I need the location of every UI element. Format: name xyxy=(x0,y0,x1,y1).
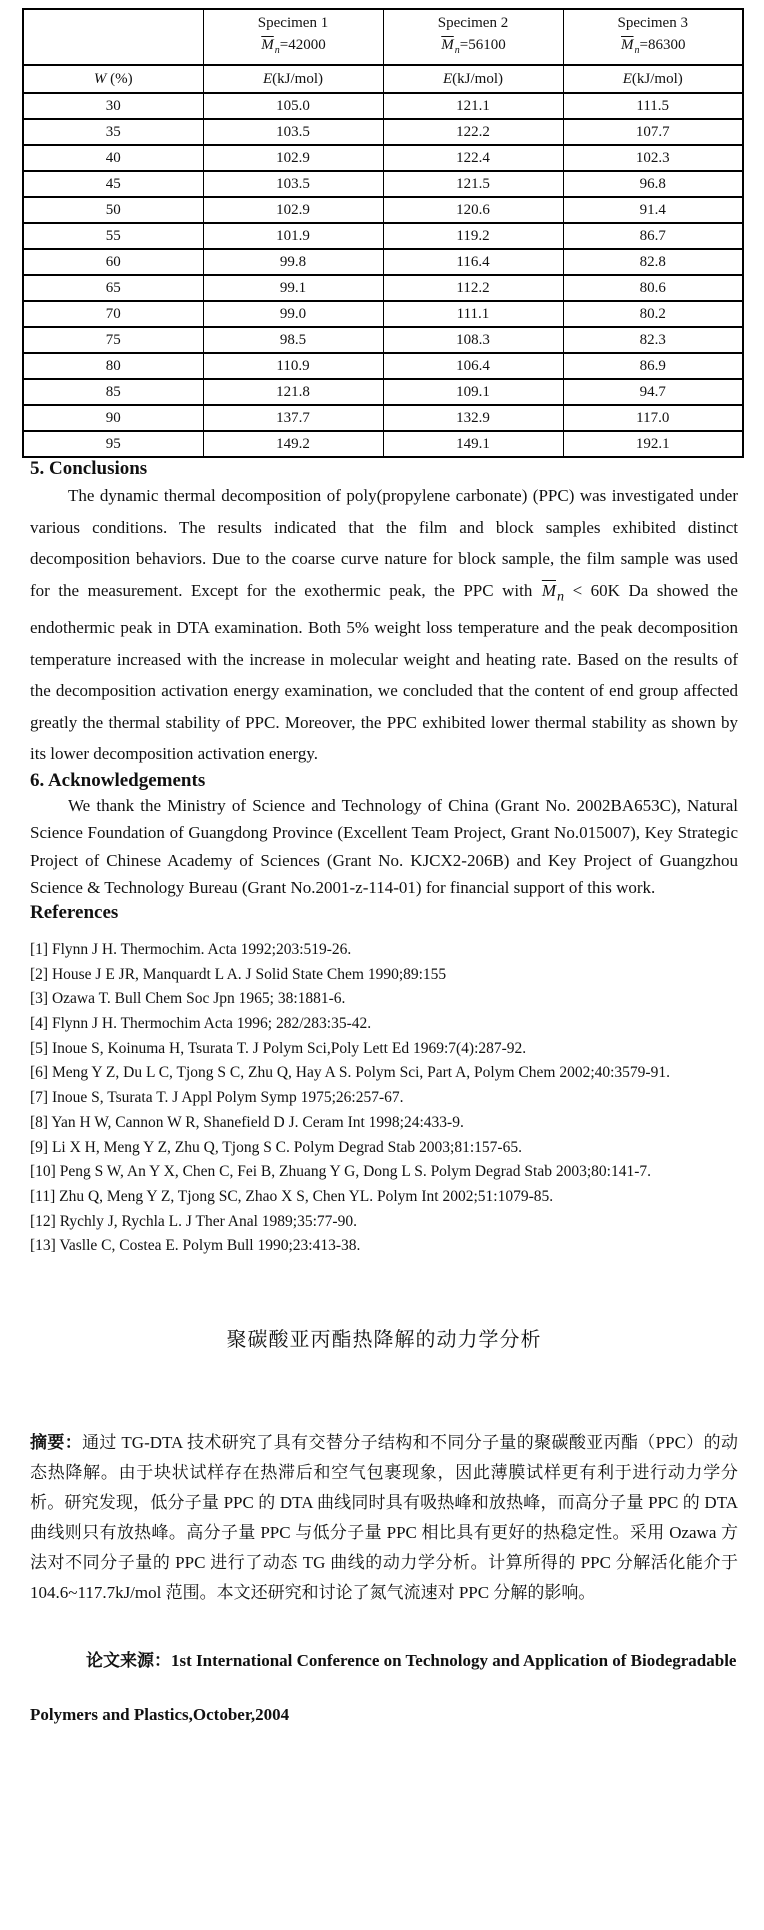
table-cell: 149.1 xyxy=(383,431,563,457)
table-cell: 107.7 xyxy=(563,119,743,145)
table-cell: 122.4 xyxy=(383,145,563,171)
specimen-2-mn xyxy=(384,34,563,62)
table-cell: 121.8 xyxy=(203,379,383,405)
mn-subscript: n xyxy=(634,45,640,56)
table-body xyxy=(23,93,743,457)
table-cell: 121.5 xyxy=(383,171,563,197)
table-row xyxy=(23,275,743,301)
table-row xyxy=(23,93,743,119)
mn-value: =86300 xyxy=(639,37,686,53)
chinese-title: 聚碳酸亚丙酯热降解的动力学分析 xyxy=(226,1329,542,1352)
conclusions-text-before: The dynamic thermal decomposition of poly(propylene carbonate) (PPC) was investigated under various conditions. The results indicated that the film and block samples exhibited distinct decomposition behaviors. Due to the coarse curve nature for block sample, the film sample was used for the measurement. Except for the exothermic peak, the PPC with xyxy=(30,486,738,600)
table-cell: 110.9 xyxy=(203,353,383,379)
mn-value: =42000 xyxy=(279,37,326,53)
reference-item: [1] Flynn J H. Thermochim. Acta 1992;203:519-26. xyxy=(30,940,352,958)
mn-symbol: $\overline{M}$ xyxy=(621,37,634,53)
source-label: 论文来源： xyxy=(86,1651,171,1671)
specimen-3-mn xyxy=(564,34,743,62)
table-cell: 99.1 xyxy=(203,275,383,301)
reference-item: [12] Rychly J, Rychla L. J Ther Anal 1989;35:77-90. xyxy=(30,1212,357,1230)
reference-item: [11] Zhu Q, Meng Y Z, Tjong SC, Zhao X S, Chen YL. Polym Int 2002;51:1079-85. xyxy=(30,1187,554,1205)
table-row xyxy=(23,405,743,431)
w-symbol: W xyxy=(93,70,107,87)
table-cell: 106.4 xyxy=(383,353,563,379)
table-cell: 103.5 xyxy=(203,119,383,145)
table-cell: 75 xyxy=(23,327,203,353)
references-list xyxy=(30,938,738,1259)
table-cell: 95 xyxy=(23,431,203,457)
references-heading: References xyxy=(30,901,119,923)
table-row xyxy=(23,379,743,405)
specimen-1-name: Specimen 1 xyxy=(257,15,329,31)
table-cell: 70 xyxy=(23,301,203,327)
table-cell: 102.9 xyxy=(203,197,383,223)
table-cell: 137.7 xyxy=(203,405,383,431)
corner-cell xyxy=(23,9,203,65)
table-cell: 86.9 xyxy=(563,353,743,379)
table-cell: 105.0 xyxy=(203,93,383,119)
table-cell: 112.2 xyxy=(383,275,563,301)
specimen-2-header xyxy=(383,9,563,65)
table-cell: 65 xyxy=(23,275,203,301)
specimen-1-header xyxy=(203,9,383,65)
e-symbol: E xyxy=(622,70,632,87)
reference-item: [5] Inoue S, Koinuma H, Tsurata T. J Polym Sci,Poly Lett Ed 1969:7(4):287-92. xyxy=(30,1039,527,1057)
reference-item: [7] Inoue S, Tsurata T. J Appl Polym Symp 1975;26:257-67. xyxy=(30,1089,404,1107)
source-text: 1st International Conference on Technology and Application of Biodegradable Polymers and Plastics,October,2004 xyxy=(30,1651,737,1725)
e-header-3 xyxy=(563,65,743,93)
e-symbol: E xyxy=(442,70,453,87)
reference-item: [6] Meng Y Z, Du L C, Tjong S C, Zhu Q, Hay A S. Polym Sci, Part A, Polym Chem 2002;40:3579-91. xyxy=(30,1064,670,1082)
table-cell: 86.7 xyxy=(563,223,743,249)
table-cell: 122.2 xyxy=(383,119,563,145)
table-cell: 149.2 xyxy=(203,431,383,457)
table-cell: 80.2 xyxy=(563,301,743,327)
table-row xyxy=(23,353,743,379)
table-cell: 30 xyxy=(23,93,203,119)
table-cell: 96.8 xyxy=(563,171,743,197)
table-cell: 111.5 xyxy=(563,93,743,119)
table-cell: 45 xyxy=(23,171,203,197)
abstract-text: 通过 TG-DTA 技术研究了具有交替分子结构和不同分子量的聚碳酸亚丙酯（PPC）的动态热降解。由于块状试样存在热滞后和空气包裹现象，因此薄膜试样更有利于进行动力学分析。研究发现，低分子量 PPC 的 DTA 曲线同时具有吸热峰和放热峰，而高分子量 PPC 的 DTA 曲线则只有放热峰。高分子量 PPC 与低分子量 PPC 相比具有更好的热稳定性。采用 Ozawa 方法对不同分子量的 PPC 进行了动态 TG 曲线的动力学分析。计算所得的 PPC 分解活化能介于 104.6~117.7kJ/mol 范围。本文还研究和讨论了氮气流速对 PPC 分解的影响。 xyxy=(30,1433,738,1603)
abstract-label: 摘要： xyxy=(30,1433,83,1453)
reference-item: [2] House J E JR, Manquardt L A. J Solid State Chem 1990;89:155 xyxy=(30,965,447,983)
table-cell: 121.1 xyxy=(383,93,563,119)
table-cell: 80 xyxy=(23,353,203,379)
table-cell: 91.4 xyxy=(563,197,743,223)
table-cell: 85 xyxy=(23,379,203,405)
table-cell: 35 xyxy=(23,119,203,145)
w-units: (%) xyxy=(106,70,133,87)
table-cell: 60 xyxy=(23,249,203,275)
table-row xyxy=(23,249,743,275)
mn-subscript: n xyxy=(274,45,280,56)
table-cell: 82.3 xyxy=(563,327,743,353)
table-cell: 116.4 xyxy=(383,249,563,275)
specimen-2-name: Specimen 2 xyxy=(437,15,509,31)
activation-energy-table xyxy=(22,8,744,458)
table-cell: 82.8 xyxy=(563,249,743,275)
table-cell: 102.3 xyxy=(563,145,743,171)
w-percent-header xyxy=(23,65,203,93)
mn-symbol: $\overline{M}$ xyxy=(441,37,454,53)
table-cell: 120.6 xyxy=(383,197,563,223)
e-units: (kJ/mol) xyxy=(631,70,683,87)
table-cell: 90 xyxy=(23,405,203,431)
e-header-2 xyxy=(383,65,563,93)
table-row xyxy=(23,119,743,145)
table-cell: 80.6 xyxy=(563,275,743,301)
table-cell: 109.1 xyxy=(383,379,563,405)
reference-item: [10] Peng S W, An Y X, Chen C, Fei B, Zhuang Y G, Dong L S. Polym Degrad Stab 2003;80:141-7. xyxy=(30,1163,651,1181)
table-cell: 98.5 xyxy=(203,327,383,353)
specimen-3-name: Specimen 3 xyxy=(617,15,688,31)
table-row xyxy=(23,431,743,457)
reference-item: [9] Li X H, Meng Y Z, Zhu Q, Tjong S C. Polym Degrad Stab 2003;81:157-65. xyxy=(30,1138,522,1156)
table-row xyxy=(23,301,743,327)
conclusions-text-after: < 60K Da showed the endothermic peak in DTA examination. Both 5% weight loss temperature and the peak decomposition temperature increased with the increase in molecular weight and heating rate. Based on the results of the decomposition activation energy examination, we concluded that the content of end group affected greatly the thermal stability of PPC. Moreover, the PPC exhibited lower thermal stability as shown by its lower decomposition activation energy. xyxy=(30,580,738,764)
specimen-3-header xyxy=(563,9,743,65)
table-row xyxy=(23,171,743,197)
table-cell: 94.7 xyxy=(563,379,743,405)
e-symbol: E xyxy=(262,70,273,87)
e-header-1 xyxy=(203,65,383,93)
acknowledgements-paragraph: We thank the Ministry of Science and Technology of China (Grant No. 2002BA653C), Natural Science Foundation of Guangdong Province (Excellent Team Project, Grant No.015007), Key Strategic Project of Chinese Academy of Sciences (Grant No. KJCX2-206B) and Key Project of Guangzhou Science & Technology Bureau (Grant No.2001-z-114-01) for financial support of this work. xyxy=(30,795,738,898)
mn-subscript: n xyxy=(557,587,565,604)
table-cell: 99.0 xyxy=(203,301,383,327)
mn-value: =56100 xyxy=(459,37,506,53)
table-row xyxy=(23,145,743,171)
table-cell: 103.5 xyxy=(203,171,383,197)
conclusions-heading: 5. Conclusions xyxy=(30,458,148,479)
chinese-abstract xyxy=(30,1428,738,1608)
reference-item: [8] Yan H W, Cannon W R, Shanefield D J. Ceram Int 1998;24:433-9. xyxy=(30,1113,464,1131)
table-cell: 99.8 xyxy=(203,249,383,275)
e-units: (kJ/mol) xyxy=(272,70,323,87)
table-cell: 55 xyxy=(23,223,203,249)
table-cell: 108.3 xyxy=(383,327,563,353)
specimen-header-row xyxy=(23,9,743,65)
reference-item: [3] Ozawa T. Bull Chem Soc Jpn 1965; 38:1881-6. xyxy=(30,990,346,1008)
reference-item: [4] Flynn J H. Thermochim Acta 1996; 282/283:35-42. xyxy=(30,1015,372,1032)
specimen-1-mn xyxy=(204,34,383,62)
mn-symbol: $\overline{M}$ xyxy=(541,580,556,600)
reference-item: [13] Vaslle C, Costea E. Polym Bull 1990;23:413-38. xyxy=(30,1237,361,1255)
table-cell: 117.0 xyxy=(563,405,743,431)
table-row xyxy=(23,327,743,353)
mn-symbol: $\overline{M}$ xyxy=(261,37,274,53)
table-cell: 111.1 xyxy=(383,301,563,327)
unit-header-row xyxy=(23,65,743,93)
acknowledgements-heading: 6. Acknowledgements xyxy=(30,769,206,791)
conclusions-paragraph xyxy=(30,480,738,770)
mn-subscript: n xyxy=(454,45,460,56)
paper-source xyxy=(30,1634,738,1742)
text-column xyxy=(30,458,738,1742)
table-row xyxy=(23,223,743,249)
table-cell: 101.9 xyxy=(203,223,383,249)
table-cell: 102.9 xyxy=(203,145,383,171)
e-units: (kJ/mol) xyxy=(452,70,503,87)
table-cell: 192.1 xyxy=(563,431,743,457)
table-cell: 40 xyxy=(23,145,203,171)
table-cell: 132.9 xyxy=(383,405,563,431)
table-header xyxy=(23,9,743,93)
table-row xyxy=(23,197,743,223)
table-cell: 119.2 xyxy=(383,223,563,249)
table-cell: 50 xyxy=(23,197,203,223)
